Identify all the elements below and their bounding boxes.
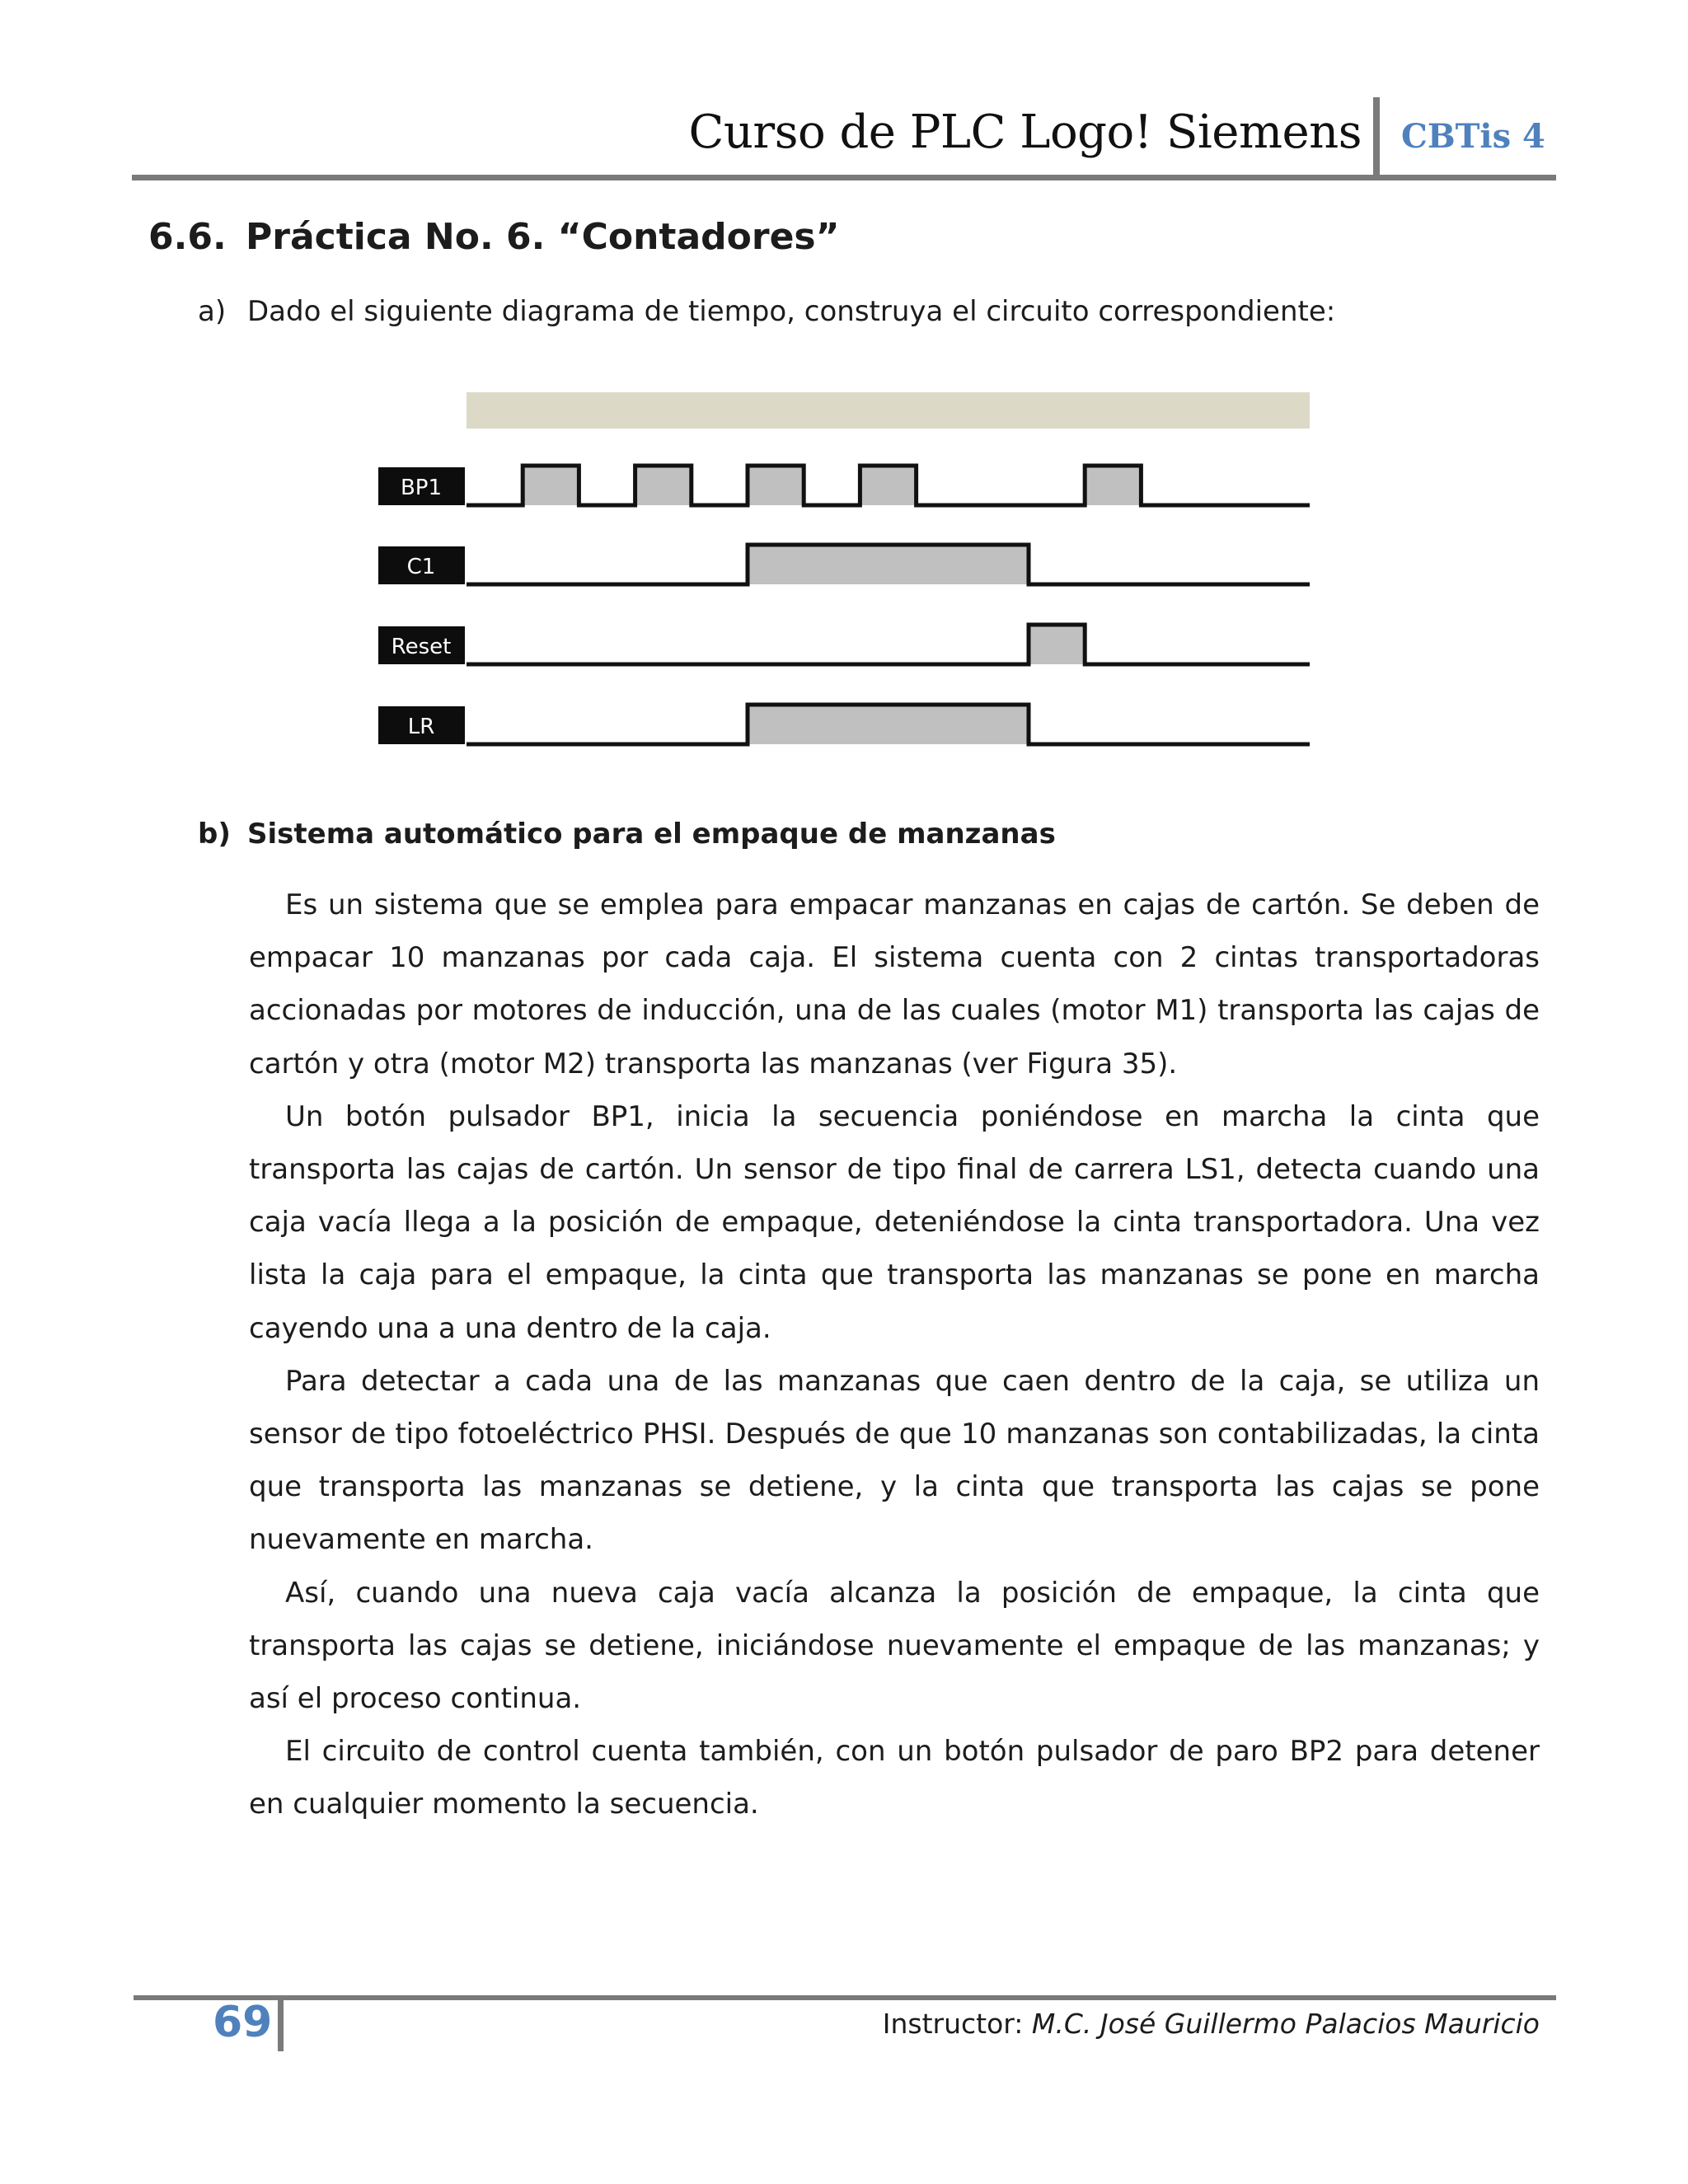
item-b (198, 818, 1056, 851)
signal-label-c1: C1 (406, 555, 436, 579)
item-b-title: Sistema automático para el empaque de manzanas (247, 818, 1056, 851)
footer-rule (134, 1995, 1556, 2000)
school-name: CBTis 4 (1401, 117, 1545, 156)
signal-label-reset: Reset (391, 635, 452, 659)
pulse-lr (748, 705, 1029, 744)
pulse-bp1 (635, 466, 692, 505)
document-title: Curso de PLC Logo! Siemens (688, 105, 1362, 159)
body-text (249, 879, 1540, 1831)
instructor-label: Instructor: (882, 2008, 1024, 2040)
paragraph: Así, cuando una nueva caja vacía alcanza la posición de empaque, la cinta que transporta las cajas se detiene, iniciándose nuevamente el empaque de las manzanas; y así el proceso continua. (249, 1576, 1540, 1716)
instructor-name: M.C. José Guillermo Palacios Mauricio (1031, 2008, 1540, 2040)
waveform-reset (467, 625, 1310, 664)
timing-header-band (467, 392, 1310, 429)
pulse-bp1 (1085, 466, 1141, 505)
section-title: Práctica No. 6. “Contadores” (246, 216, 840, 258)
paragraph: Es un sistema que se emplea para empacar manzanas en cajas de cartón. Se deben de empacar 10 manzanas por cada caja. El sistema cuenta con 2 cintas transportadoras accionadas por motores de inducción, una de las cuales (motor M1) transporta las cajas de cartón y otra (motor M2) transporta las manzanas (ver Figura 35). (249, 888, 1540, 1080)
pulse-bp1 (860, 466, 916, 505)
pulse-reset (1029, 625, 1085, 664)
pulse-bp1 (523, 466, 579, 505)
page-number: 69 (213, 1998, 273, 2047)
item-a-label: a) (198, 295, 227, 328)
signal-label-bp1: BP1 (400, 476, 443, 500)
item-b-label: b) (198, 818, 231, 851)
paragraph: Para detectar a cada una de las manzanas que caen dentro de la caja, se utiliza un sensor de tipo fotoeléctrico PHSI. Después de que 10 manzanas son contabilizadas, la cinta que transporta las manzanas se detiene, y la cinta que transporta las cajas se pone nuevamente en marcha. (249, 1364, 1540, 1557)
paragraph: Un botón pulsador BP1, inicia la secuencia poniéndose en marcha la cinta que transporta las cajas de cartón. Un sensor de tipo final de carrera LS1, detecta cuando una caja vacía llega a la posición de empaque, deteniéndose la cinta transportadora. Una vez lista la caja para el empaque, la cinta que transporta las manzanas se pone en marcha cayendo una a una dentro de la caja. (249, 1099, 1540, 1345)
section-number: 6.6. (148, 216, 227, 258)
footer-instructor (883, 2008, 1540, 2040)
paragraph: El circuito de control cuenta también, con un botón pulsador de paro BP2 para detener en cualquier momento la secuencia. (249, 1735, 1540, 1821)
footer-divider (278, 1995, 284, 2051)
item-a-text: Dado el siguiente diagrama de tiempo, construya el circuito correspondiente: (247, 295, 1336, 328)
pulse-bp1 (748, 466, 804, 505)
pulse-c1 (748, 545, 1029, 584)
signal-label-lr: LR (407, 715, 435, 739)
